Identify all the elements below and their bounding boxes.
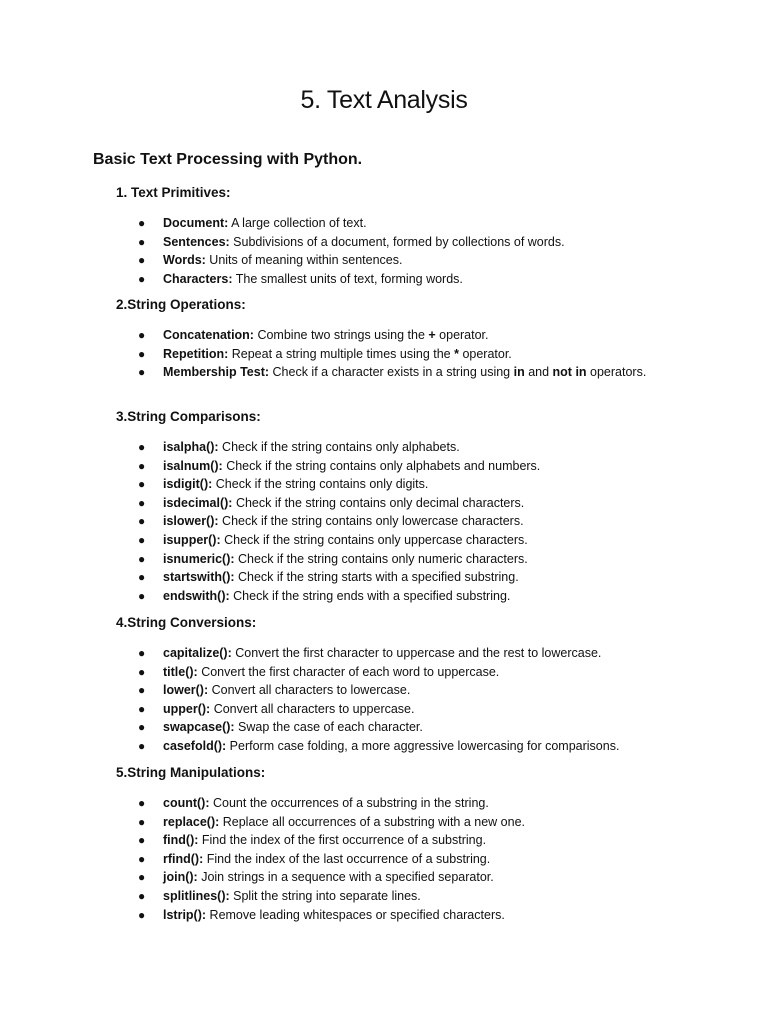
bullet-icon: ● [138, 870, 146, 885]
item-term: Words: [163, 253, 206, 268]
item-term: isdecimal(): [163, 495, 233, 510]
item-description: operator. [458, 346, 512, 361]
item-term: Repetition: [163, 346, 229, 361]
list-item [116, 475, 683, 494]
list-item [116, 326, 683, 345]
item-description: Replace all occurrences of a substring with a new one. [219, 814, 526, 829]
item-term: * [454, 346, 459, 361]
item-description: Check if the string ends with a specified substring. [229, 588, 511, 603]
bullet-list [116, 326, 716, 382]
list-item [116, 587, 683, 606]
bullet-icon: ● [138, 346, 146, 361]
list-item [116, 233, 683, 252]
list-item [116, 737, 683, 756]
item-description: operators. [586, 365, 647, 380]
bullet-icon: ● [138, 477, 146, 492]
bullet-icon: ● [138, 570, 146, 585]
bullet-icon: ● [138, 234, 146, 249]
bullet-icon: ● [138, 495, 146, 510]
item-description: Count the occurrences of a substring in the string. [209, 796, 489, 810]
bullet-icon: ● [138, 588, 146, 603]
section-string-comparisons [116, 408, 716, 605]
item-term: startswith(): [163, 570, 235, 585]
list-item [116, 512, 683, 531]
item-description: Swap the case of each character. [234, 720, 423, 735]
section-heading: 2.String Operations: [116, 297, 246, 312]
item-term: title(): [163, 664, 198, 679]
bullet-icon: ● [138, 701, 146, 716]
item-term: Characters: [163, 271, 233, 286]
bullet-icon: ● [138, 888, 146, 903]
bullet-icon: ● [138, 664, 146, 679]
bullet-icon: ● [138, 851, 146, 866]
item-term: islower(): [163, 514, 219, 529]
list-item [116, 251, 683, 270]
list-item [116, 550, 683, 569]
item-term: lstrip(): [163, 907, 207, 922]
item-description: Convert all characters to uppercase. [210, 701, 415, 716]
bullet-list [116, 644, 716, 756]
item-term: lower(): [163, 683, 209, 698]
item-term: isalnum(): [163, 458, 223, 473]
item-description: Check if the string contains only numeric characters. [234, 551, 528, 566]
item-description: and [524, 365, 553, 380]
list-item [116, 531, 683, 550]
item-term: find(): [163, 833, 199, 848]
bullet-icon: ● [138, 216, 146, 230]
list-item [116, 906, 683, 925]
item-description: Check if a character exists in a string using [269, 365, 514, 380]
bullet-icon: ● [138, 907, 146, 922]
list-item [116, 868, 683, 887]
item-term: swapcase(): [163, 720, 235, 735]
item-term: upper(): [163, 701, 211, 716]
list-item [116, 794, 683, 813]
item-term: rfind(): [163, 851, 204, 866]
list-item [116, 270, 683, 289]
section-heading: 5.String Manipulations: [116, 765, 266, 780]
item-term: splitlines(): [163, 888, 230, 903]
item-description: Repeat a string multiple times using the [228, 346, 455, 361]
section-string-operations [116, 296, 716, 382]
section-string-conversions [116, 614, 716, 756]
item-term: replace(): [163, 814, 220, 829]
item-description: Join strings in a sequence with a specified separator. [197, 870, 494, 885]
list-item [116, 345, 683, 364]
item-term: Document: [163, 216, 229, 230]
item-description: Check if the string contains only alphabets. [218, 440, 460, 454]
bullet-icon: ● [138, 253, 146, 268]
item-term: capitalize(): [163, 646, 232, 660]
item-term: endswith(): [163, 588, 230, 603]
item-description: A large collection of text. [228, 216, 367, 230]
item-description: Convert all characters to lowercase. [208, 683, 411, 698]
bullet-icon: ● [138, 720, 146, 735]
bullet-icon: ● [138, 551, 146, 566]
item-description: Remove leading whitespaces or specified characters. [206, 907, 505, 922]
item-term: isdigit(): [163, 477, 213, 492]
bullet-list [116, 214, 716, 288]
item-description: Split the string into separate lines. [229, 888, 421, 903]
page-title: 5. Text Analysis [300, 86, 468, 114]
item-term: casefold(): [163, 738, 227, 753]
item-term: + [428, 328, 436, 342]
item-description: Check if the string starts with a specified substring. [234, 570, 519, 585]
item-term: in [513, 365, 525, 380]
item-term: Membership Test: [163, 365, 270, 380]
section-heading: 1. Text Primitives: [116, 185, 231, 200]
item-term: Concatenation: [163, 328, 254, 342]
item-term: isnumeric(): [163, 551, 235, 566]
item-term: Sentences: [163, 234, 230, 249]
bullet-icon: ● [138, 514, 146, 529]
list-item [116, 681, 683, 700]
item-description: Find the index of the first occurrence of a substring. [198, 833, 487, 848]
item-description: The smallest units of text, forming words. [232, 271, 463, 286]
item-term: isalpha(): [163, 440, 219, 454]
list-item [116, 887, 683, 906]
list-item [116, 718, 683, 737]
list-item [116, 494, 683, 513]
item-description: Check if the string contains only digits. [212, 477, 429, 492]
list-item [116, 457, 683, 476]
list-item [116, 363, 683, 382]
list-item [116, 831, 683, 850]
section-heading: 4.String Conversions: [116, 615, 257, 630]
item-term: count(): [163, 796, 210, 810]
item-term: join(): [163, 870, 198, 885]
section-text-primitives [116, 184, 716, 288]
bullet-icon: ● [138, 738, 146, 753]
bullet-icon: ● [138, 532, 146, 547]
item-term: not in [552, 365, 587, 380]
bullet-icon: ● [138, 683, 146, 698]
bullet-list [116, 794, 716, 924]
item-description: Check if the string contains only alphabets and numbers. [222, 458, 541, 473]
page-subtitle: Basic Text Processing with Python. [93, 151, 363, 168]
item-term: isupper(): [163, 532, 221, 547]
bullet-icon: ● [138, 646, 146, 660]
list-item [116, 568, 683, 587]
bullet-list [116, 438, 716, 605]
item-description: Units of meaning within sentences. [205, 253, 403, 268]
item-description: Perform case folding, a more aggressive lowercasing for comparisons. [226, 738, 620, 753]
list-item [116, 813, 683, 832]
item-description: Subdivisions of a document, formed by collections of words. [229, 234, 565, 249]
bullet-icon: ● [138, 440, 146, 454]
item-description: Check if the string contains only uppercase characters. [220, 532, 528, 547]
item-description: Convert the first character to uppercase and the rest to lowercase. [231, 646, 602, 660]
bullet-icon: ● [138, 328, 146, 342]
bullet-icon: ● [138, 833, 146, 848]
list-item [116, 644, 683, 663]
item-description: Find the index of the last occurrence of a substring. [203, 851, 491, 866]
list-item [116, 214, 683, 233]
item-description: Convert the first character of each word to uppercase. [197, 664, 500, 679]
bullet-icon: ● [138, 271, 146, 286]
item-description: operator. [435, 328, 489, 342]
item-description: Check if the string contains only decimal characters. [232, 495, 525, 510]
bullet-icon: ● [138, 365, 146, 380]
section-heading: 3.String Comparisons: [116, 409, 261, 424]
bullet-icon: ● [138, 814, 146, 829]
item-description: Check if the string contains only lowercase characters. [218, 514, 524, 529]
list-item [116, 663, 683, 682]
item-description: Combine two strings using the [253, 328, 429, 342]
bullet-icon: ● [138, 458, 146, 473]
bullet-icon: ● [138, 796, 146, 810]
list-item [116, 438, 683, 457]
section-string-manipulations [116, 764, 716, 924]
list-item [116, 700, 683, 719]
list-item [116, 850, 683, 869]
